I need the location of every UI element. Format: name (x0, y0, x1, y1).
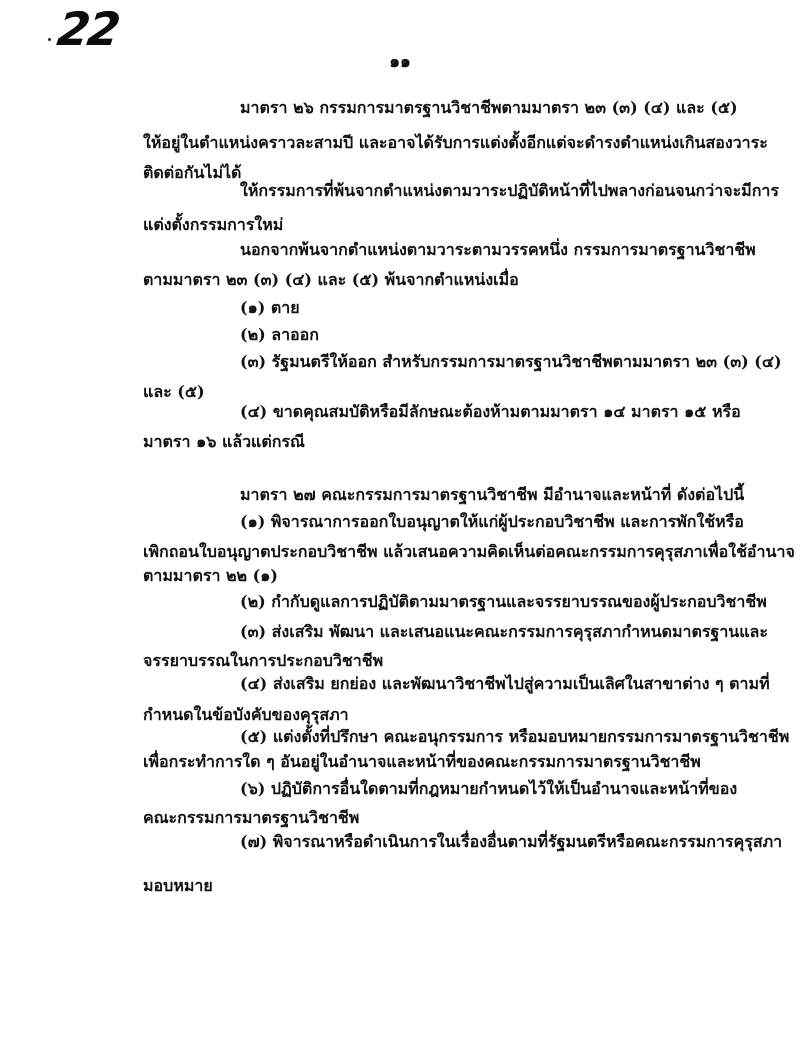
text-line: เพิกถอนใบอนุญาตประกอบวิชาชีพ แล้วเสนอความคิดเห็นต่อคณะกรรมการคุรุสภาเพื่อใช้อำนาจ (143, 542, 795, 561)
list-item: (๒) ลาออก (240, 325, 319, 344)
list-item: (๗) พิจารณาหรือดำเนินการในเรื่องอื่นตามที่รัฐมนตรีหรือคณะกรรมการคุรุสภา (240, 832, 783, 851)
list-item: (๕) แต่งตั้งที่ปรึกษา คณะอนุกรรมการ หรือมอบหมายกรรมการมาตรฐานวิชาชีพ (240, 727, 790, 746)
list-item: (๓) รัฐมนตรีให้ออก สำหรับกรรมการมาตรฐานวิชาชีพตามมาตรา ๒๓ (๓) (๔) (240, 352, 782, 371)
list-item: (๔) ส่งเสริม ยกย่อง และพัฒนาวิชาชีพไปสู่ความเป็นเลิศในสาขาต่าง ๆ ตามที่ (240, 674, 770, 693)
text-line: จรรยาบรรณในการประกอบวิชาชีพ (143, 651, 384, 670)
text-line: แต่งตั้งกรรมการใหม่ (143, 215, 284, 234)
text-line: และ (๕) (143, 382, 205, 401)
text-line: ให้กรรมการที่พ้นจากตำแหน่งตามวาระปฏิบัติหน้าที่ไปพลางก่อนจนกว่าจะมีการ (240, 181, 779, 200)
handwritten-page-mark: 22 (54, 2, 122, 56)
page-number: ๑๑ (389, 52, 411, 72)
list-item: (๔) ขาดคุณสมบัติหรือมีลักษณะต้องห้ามตามมาตรา ๑๔ มาตรา ๑๕ หรือ (240, 402, 741, 421)
list-item: (๒) กำกับดูแลการปฏิบัติตามมาตรฐานและจรรยาบรรณของผู้ประกอบวิชาชีพ (240, 592, 767, 611)
section-26-heading: มาตรา ๒๖ กรรมการมาตรฐานวิชาชีพตามมาตรา ๒๓ (๓) (๔) และ (๕) (240, 98, 738, 117)
list-item: (๖) ปฏิบัติการอื่นใดตามที่กฎหมายกำหนดไว้ให้เป็นอำนาจและหน้าที่ของ (240, 779, 738, 798)
text-line: มาตรา ๑๖ แล้วแต่กรณี (143, 432, 305, 451)
text-line: ตามมาตรา ๒๓ (๓) (๔) และ (๕) พ้นจากตำแหน่งเมื่อ (143, 270, 519, 289)
text-line: มอบหมาย (143, 876, 213, 895)
list-item: (๓) ส่งเสริม พัฒนา และเสนอแนะคณะกรรมการคุรุสภากำหนดมาตรฐานและ (240, 622, 768, 641)
text-line: ติดต่อกันไม่ได้ (143, 163, 242, 182)
text-line: กำหนดในข้อบังคับของคุรุสภา (143, 705, 349, 724)
scan-speck (48, 38, 51, 41)
text-line: เพื่อกระทำการใด ๆ อันอยู่ในอำนาจและหน้าที่ของคณะกรรมการมาตรฐานวิชาชีพ (143, 752, 701, 771)
text-line: ให้อยู่ในตำแหน่งคราวละสามปี และอาจได้รับการแต่งตั้งอีกแต่จะดำรงตำแหน่งเกินสองวาระ (143, 133, 768, 152)
text-line: คณะกรรมการมาตรฐานวิชาชีพ (143, 808, 360, 827)
list-item: (๑) พิจารณาการออกใบอนุญาตให้แก่ผู้ประกอบวิชาชีพ และการพักใช้หรือ (240, 512, 744, 531)
text-line: ตามมาตรา ๒๒ (๑) (143, 566, 278, 585)
list-item: (๑) ตาย (240, 298, 300, 317)
section-27-heading: มาตรา ๒๗ คณะกรรมการมาตรฐานวิชาชีพ มีอำนาจและหน้าที่ ดังต่อไปนี้ (240, 485, 745, 504)
text-line: นอกจากพ้นจากตำแหน่งตามวาระตามวรรคหนึ่ง กรรมการมาตรฐานวิชาชีพ (240, 240, 756, 259)
